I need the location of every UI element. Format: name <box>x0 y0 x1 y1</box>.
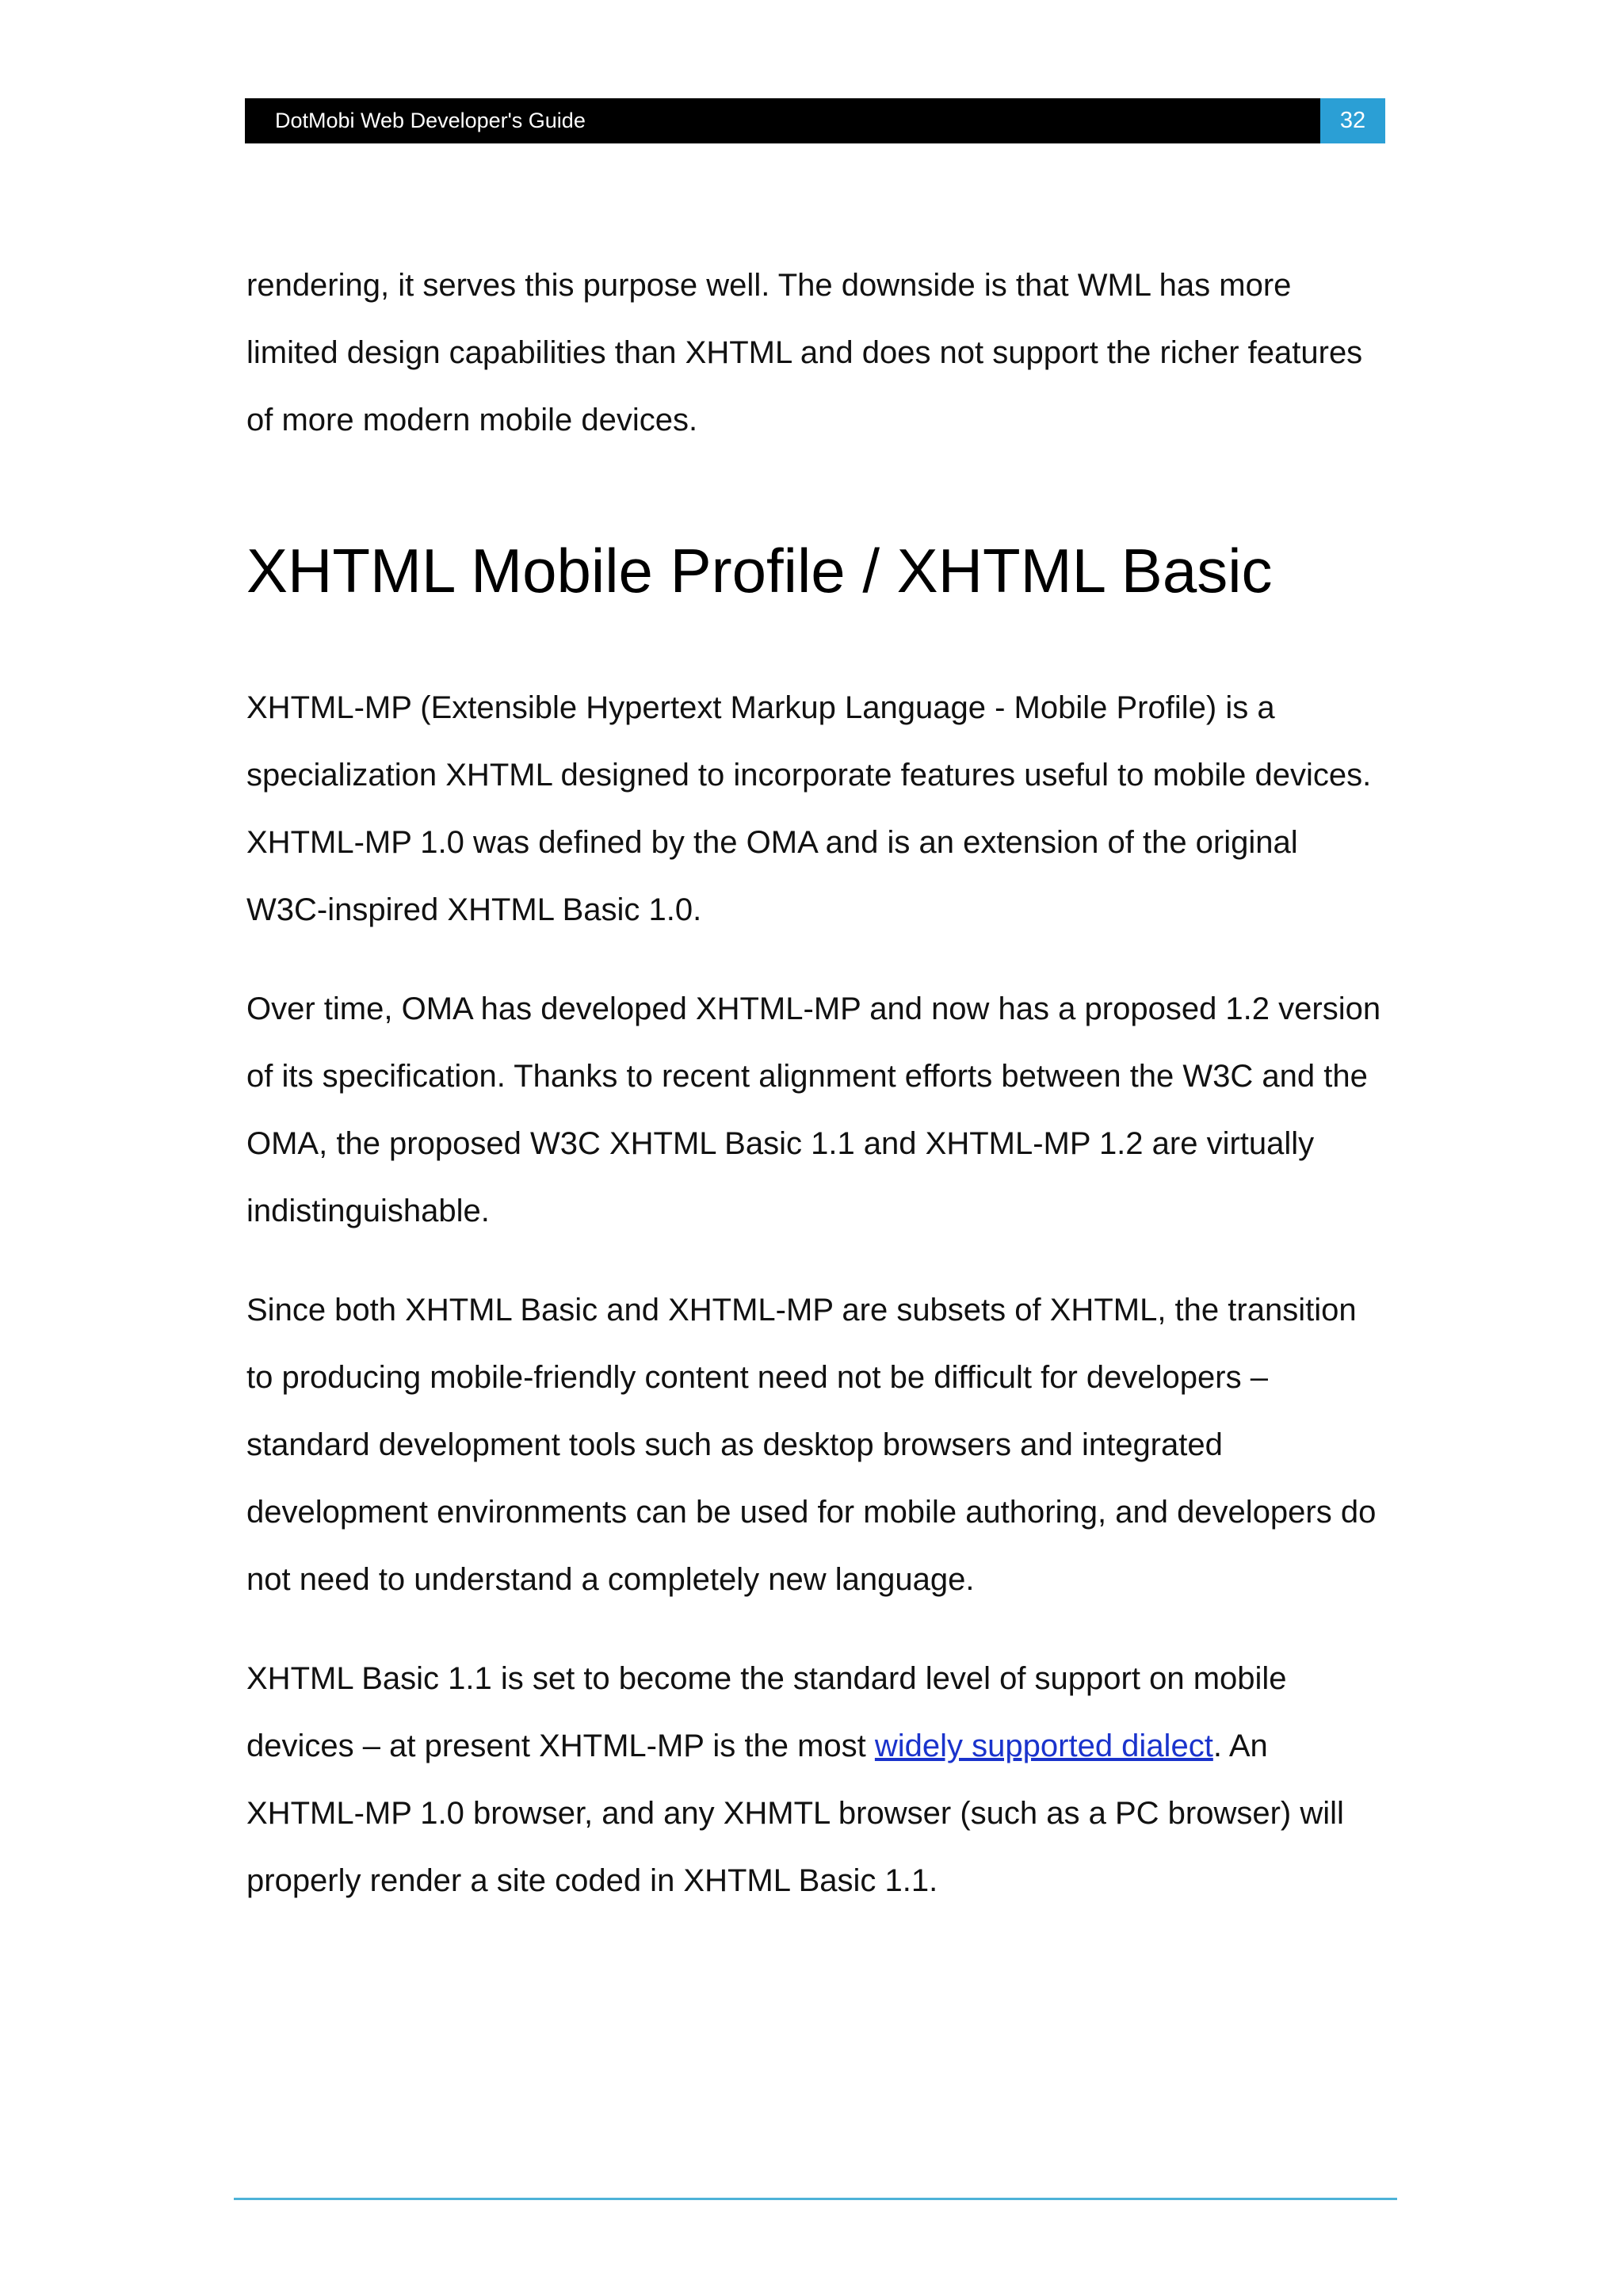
text-segment: . An <box>1212 1729 1268 1763</box>
text-line: specialization XHTML designed to incorporate features useful to mobile devices. <box>246 758 1372 793</box>
text-line: rendering, it serves this purpose well. The downside is that WML has more <box>246 268 1292 303</box>
text-line: not need to understand a completely new language. <box>246 1562 975 1597</box>
page-number: 32 <box>1320 98 1385 143</box>
text-line: XHTML-MP 1.0 was defined by the OMA and is an extension of the original <box>246 825 1298 860</box>
text-line: W3C-inspired XHTML Basic 1.0. <box>246 892 702 927</box>
intro-paragraph <box>246 252 1388 454</box>
text-line: to producing mobile-friendly content need not be difficult for developers – <box>246 1360 1268 1395</box>
text-line: properly render a site coded in XHTML Basic 1.1. <box>246 1863 938 1898</box>
text-line: of more modern mobile devices. <box>246 403 698 437</box>
text-line: XHTML-MP 1.0 browser, and any XHMTL browser (such as a PC browser) will <box>246 1796 1344 1831</box>
page-header <box>245 98 1385 143</box>
text-line: development environments can be used for mobile authoring, and developers do <box>246 1495 1377 1530</box>
text-line: indistinguishable. <box>246 1194 490 1228</box>
text-line: Since both XHTML Basic and XHTML-MP are subsets of XHTML, the transition <box>246 1293 1357 1328</box>
running-title: DotMobi Web Developer's Guide <box>275 109 586 132</box>
text-line: Over time, OMA has developed XHTML-MP and now has a proposed 1.2 version <box>246 991 1381 1026</box>
text-line: XHTML-MP (Extensible Hypertext Markup Language - Mobile Profile) is a <box>246 690 1275 725</box>
text-line: of its specification. Thanks to recent alignment efforts between the W3C and the <box>246 1059 1368 1094</box>
paragraph-xhtml-mp-definition <box>246 674 1388 944</box>
text-segment: devices – at present XHTML-MP is the most <box>246 1729 875 1763</box>
text-line <box>246 1713 1388 1780</box>
section-heading: XHTML Mobile Profile / XHTML Basic <box>246 536 1273 606</box>
text-line: limited design capabilities than XHTML and does not support the richer features <box>246 335 1363 370</box>
text-line: XHTML Basic 1.1 is set to become the standard level of support on mobile <box>246 1661 1287 1696</box>
paragraph-basic-1-1 <box>246 1645 1388 1915</box>
widely-supported-dialect-link[interactable]: widely supported dialect <box>874 1729 1213 1763</box>
paragraph-oma-alignment <box>246 976 1388 1245</box>
text-line: OMA, the proposed W3C XHTML Basic 1.1 and XHTML-MP 1.2 are virtually <box>246 1126 1315 1161</box>
text-line: standard development tools such as desktop browsers and integrated <box>246 1427 1223 1462</box>
footer-divider <box>234 2198 1397 2200</box>
paragraph-subsets <box>246 1277 1388 1614</box>
